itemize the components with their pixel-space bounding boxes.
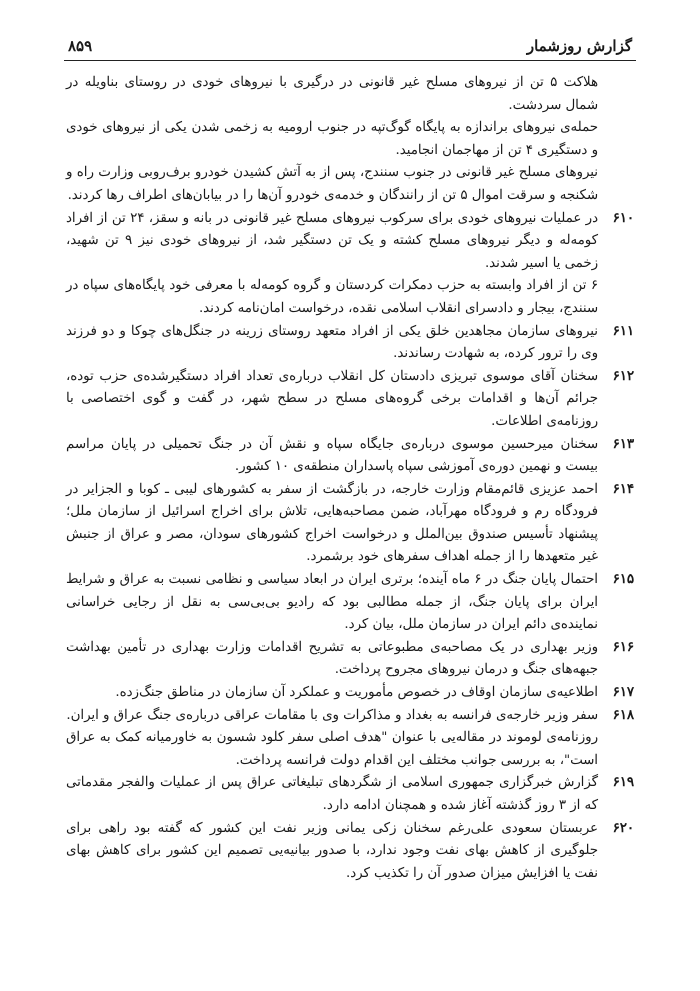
paragraph-text: عربستان سعودی علی‌رغم سخنان زکی یمانی وزیر نفت این کشور که گفته بود راهی برای جلوگیری از کاهش بهای نفت وجود ندارد، با صدور بیانیه‌یی تصمیم این کشور برای کاهش بهای نفت یا افزایش میزان صدور آن را تکذیب کرد. [66, 820, 598, 881]
paragraph [66, 682, 634, 705]
paragraph [66, 637, 634, 682]
paragraph-text: وزیر بهداری در یک مصاحبه‌ی مطبوعاتی به تشریح اقدامات وزارت بهداری در تأمین بهداشت جبهه‌های جنگ و درمان نیروهای مجروح پرداخت. [66, 639, 598, 678]
paragraph-text: هلاکت ۵ تن از نیروهای مسلح غیر قانونی در درگیری با نیروهای خودی در روستای بناویله در شمال سردشت. [66, 75, 598, 113]
paragraph [66, 772, 634, 817]
paragraph [66, 117, 634, 162]
entry-number: ۶۱۲ [612, 368, 634, 384]
paragraph-text: نیروهای سازمان مجاهدین خلق یکی از افراد متعهد روستای زرینه در جنگل‌های چوکا و دو فرزند وی را ترور کرده، به شهادت رساندند. [66, 323, 598, 362]
paragraph [66, 705, 634, 728]
entry-number: ۶۱۰ [612, 210, 634, 226]
entry-number: ۶۱۵ [612, 572, 634, 588]
page-body [66, 72, 634, 885]
entry-number: ۶۱۶ [612, 639, 634, 655]
page-header [64, 34, 636, 61]
paragraph [66, 162, 634, 207]
entry-number: ۶۱۷ [612, 685, 634, 701]
paragraph [66, 818, 634, 886]
paragraph-text: در عملیات نیروهای خودی برای سرکوب نیروهای مسلح غیر قانونی در بانه و سقز، ۲۴ تن از افراد کومه‌له و دیگر نیروهای مسلح کشته و یک تن دستگیر شد، از نیروهای خودی نیز ۹ تن شهید، زخمی یا اسیر شدند. [66, 210, 598, 271]
page-number: ۸۵۹ [68, 37, 93, 55]
paragraph [66, 727, 634, 772]
paragraph-text: سفر وزیر خارجه‌ی فرانسه به بغداد و مذاکرات وی با مقامات عراقی درباره‌ی جنگ عراق و ایران. [66, 707, 598, 723]
paragraph [66, 366, 634, 434]
entry-number: ۶۱۳ [612, 436, 634, 452]
paragraph-text: سخنان آقای موسوی تبریزی دادستان کل انقلاب درباره‌ی تعداد افراد دستگیرشده‌ی حزب توده، جرائم آن‌ها و اقدامات برخی گروه‌های مسلح در سطح شهر، در گفت و گوی اختصاصی با روزنامه‌ی اطلاعات. [66, 368, 598, 429]
entry-number: ۶۱۹ [612, 775, 634, 791]
paragraph-text: روزنامه‌ی لوموند در مقاله‌یی با عنوان "هدف اصلی سفر کلود شسون به خاورمیانه کمک به عراق است"، به بررسی جوانب مختلف این اقدام دولت فرانسه پرداخت. [66, 730, 598, 768]
paragraph [66, 569, 634, 637]
paragraph-text: ۶ تن از افراد وابسته به حزب دمکرات کردستان و گروه کومه‌له با معرفی خود پایگاه‌های سپاه در سنندج، بیجار و دادسرای انقلاب اسلامی نقده، درخواست امان‌نامه کردند. [66, 278, 598, 316]
paragraph-text: سخنان میرحسین موسوی درباره‌ی جایگاه سپاه و نقش آن در جنگ تحمیلی در پایان مراسم بیست و نهمین دوره‌ی آموزشی سپاه پاسداران منطقه‌ی ۱۰ کشور. [66, 436, 598, 475]
paragraph-text: احمد عزیزی قائم‌مقام وزارت خارجه، در بازگشت از سفر به کشورهای لیبی ـ کوبا و الجزایر در فرودگاه رم و فرودگاه مهرآباد، ضمن مصاحبه‌هایی، تلاش برای اخراج اسرائیل از سازمان ملل؛ پیشنهاد تأسیس صندوق بین‌الملل و درخواست اخراج کشورهای سودان، مصر و عراق از جنبش غیر متعهدها را از جمله اهداف سفرهای خود برشمرد. [66, 481, 598, 565]
entry-number: ۶۲۰ [612, 820, 634, 836]
paragraph [66, 72, 634, 117]
entry-number: ۶۱۴ [612, 481, 634, 497]
running-title: گزارش روزشمار [526, 37, 632, 55]
paragraph [66, 275, 634, 320]
paragraph [66, 434, 634, 479]
paragraph [66, 208, 634, 276]
entry-number: ۶۱۱ [612, 323, 634, 339]
paragraph-text: احتمال پایان جنگ در ۶ ماه آینده؛ برتری ایران در ابعاد سیاسی و نظامی نسبت به عراق و شرایط ایران برای پایان جنگ، از جمله مطالبی بود که رادیو بی‌بی‌سی به نقل از رجایی خراسانی نماینده‌ی دائم ایران در سازمان ملل، بیان کرد. [66, 572, 598, 633]
paragraph-text: نیروهای مسلح غیر قانونی در جنوب سنندج، پس از به آتش کشیدن خودرو برف‌روبی وزارت راه و شکنجه و سرقت اموال ۵ تن از رانندگان و خدمه‌ی خودرو آن‌ها را در بیابان‌های اطراف رها کردند. [66, 165, 598, 203]
paragraph-text: گزارش خبرگزاری جمهوری اسلامی از شگردهای تبلیغاتی عراق پس از عملیات والفجر مقدماتی که از ۳ روز گذشته آغاز شده و همچنان ادامه دارد. [66, 775, 598, 813]
paragraph [66, 479, 634, 569]
entry-number: ۶۱۸ [612, 707, 634, 723]
paragraph [66, 321, 634, 366]
paragraph-text: حمله‌ی نیروهای براندازه به پایگاه گوگ‌تپه در جنوب ارومیه به زخمی شدن یکی از نیروهای خودی و دستگیری ۴ تن از مهاجمان انجامید. [66, 120, 598, 158]
paragraph-text: اطلاعیه‌ی سازمان اوقاف در خصوص مأموریت و عملکرد آن سازمان در مناطق جنگ‌زده. [115, 685, 598, 701]
